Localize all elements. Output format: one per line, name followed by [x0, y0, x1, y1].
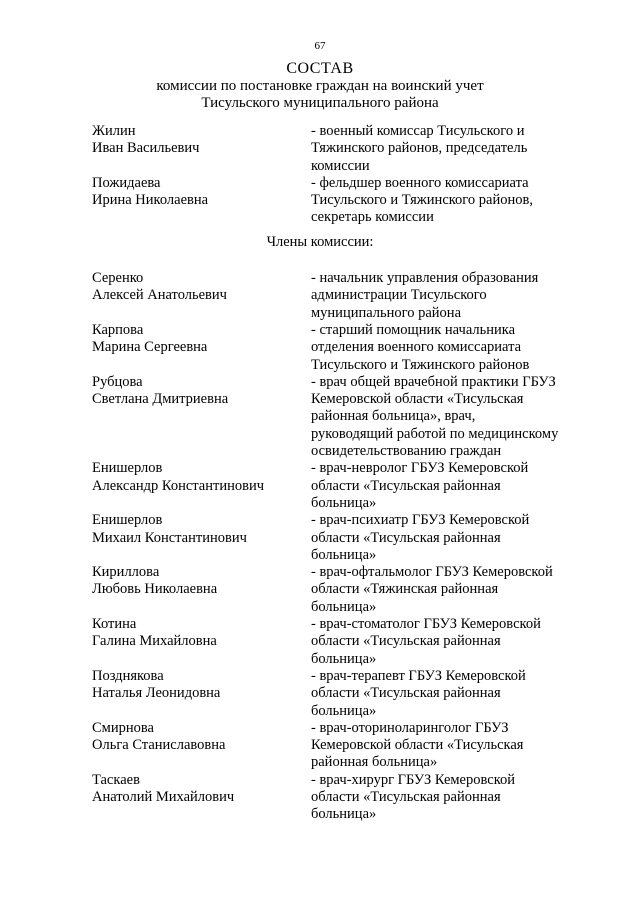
person-surname: Смирнова [92, 719, 154, 736]
role-line: области «Тисульская районная [311, 633, 501, 650]
role-line: - врач-офтальмолог ГБУЗ Кемеровской [311, 564, 553, 581]
role-line: области «Тисульская районная [311, 788, 501, 805]
member-entry [92, 460, 612, 512]
role-line: области «Тяжинская районная [311, 581, 499, 598]
person-role [311, 564, 591, 616]
role-line: администрации Тисульского [311, 287, 487, 304]
role-line: - врач-стоматолог ГБУЗ Кемеровской [311, 616, 541, 633]
role-line: секретарь комиссии [311, 209, 434, 226]
role-line: области «Тисульская районная [311, 529, 501, 546]
person-name [92, 374, 311, 460]
person-name [92, 175, 311, 227]
person-name [92, 616, 311, 668]
role-line: районная больница», врач, [311, 408, 476, 425]
person-given-names: Светлана Дмитриевна [92, 391, 229, 408]
document-title-block [0, 60, 640, 112]
members-list [92, 270, 612, 824]
role-line: районная больница» [311, 754, 438, 771]
member-entry [92, 616, 612, 668]
person-role [311, 772, 591, 824]
person-given-names: Марина Сергеевна [92, 339, 208, 356]
person-surname: Серенко [92, 270, 144, 287]
role-line: - врач общей врачебной практики ГБУЗ [311, 373, 556, 390]
person-name [92, 512, 311, 564]
person-surname: Енишерлов [92, 512, 163, 529]
person-role [311, 668, 591, 720]
person-name [92, 270, 311, 322]
person-surname: Жилин [92, 123, 136, 139]
document-title: СОСТАВ [286, 60, 354, 77]
member-entry [92, 564, 612, 616]
role-line: Кемеровской области «Тисульская [311, 737, 524, 754]
member-entry [92, 270, 612, 322]
role-line: - врач-психиатр ГБУЗ Кемеровской [311, 512, 530, 529]
member-entry [92, 512, 612, 564]
role-line: Тисульского и Тяжинского районов [311, 356, 530, 373]
member-entry [92, 772, 612, 824]
person-name [92, 720, 311, 772]
person-surname: Енишерлов [92, 460, 163, 477]
person-given-names: Наталья Леонидовна [92, 685, 221, 702]
person-given-names: Любовь Николаевна [92, 581, 218, 598]
person-name [92, 564, 311, 616]
person-given-names: Иван Васильевич [92, 140, 200, 157]
role-line: больница» [311, 806, 377, 823]
person-name [92, 772, 311, 824]
role-line: Кемеровской области «Тисульская [311, 391, 524, 408]
role-line: освидетельствованию граждан [311, 443, 502, 460]
member-entry [92, 668, 612, 720]
person-given-names: Ирина Николаевна [92, 192, 209, 209]
person-name [92, 322, 311, 374]
commission-list [92, 123, 612, 824]
person-role [311, 374, 591, 460]
person-role [311, 720, 591, 772]
role-line: области «Тисульская районная [311, 477, 501, 494]
role-line: больница» [311, 702, 377, 719]
person-given-names: Анатолий Михайлович [92, 788, 235, 805]
document-subtitle-line-1: комиссии по постановке граждан на воинский учет [156, 78, 484, 94]
person-name [92, 460, 311, 512]
person-given-names: Галина Михайловна [92, 633, 217, 650]
role-line: отделения военного комиссариата [311, 339, 522, 356]
person-surname: Котина [92, 616, 137, 633]
role-line: - фельдшер военного комиссариата [311, 174, 529, 191]
document-subtitle-line-2: Тисульского муниципального района [201, 95, 439, 111]
role-line: области «Тисульская районная [311, 685, 501, 702]
role-line: больница» [311, 598, 377, 615]
role-line: - врач-оториноларинголог ГБУЗ [311, 719, 509, 736]
person-role [311, 512, 591, 564]
page-number: 67 [314, 40, 326, 52]
role-line: больница» [311, 650, 377, 667]
person-role [311, 460, 591, 512]
person-given-names: Ольга Станиславовна [92, 737, 226, 754]
person-role [311, 175, 591, 227]
leadership-entry [92, 123, 612, 175]
role-line: - врач-хирург ГБУЗ Кемеровской [311, 771, 516, 788]
person-surname: Таскаев [92, 771, 140, 788]
person-role [311, 322, 591, 374]
leadership-entry [92, 175, 612, 227]
member-entry [92, 720, 612, 772]
person-role [311, 123, 591, 175]
role-line: - старший помощник начальника [311, 321, 516, 338]
person-given-names: Михаил Константинович [92, 529, 247, 546]
role-line: Тяжинского районов, председатель [311, 140, 528, 157]
person-given-names: Александр Константинович [92, 477, 264, 494]
leadership-list [92, 123, 612, 227]
role-line: комиссии [311, 157, 370, 174]
person-surname: Карпова [92, 321, 144, 338]
person-name [92, 668, 311, 720]
members-heading: Члены комиссии: [266, 233, 374, 250]
role-line: - врач-невролог ГБУЗ Кемеровской [311, 460, 529, 477]
role-line: - врач-терапевт ГБУЗ Кемеровской [311, 667, 526, 684]
person-surname: Позднякова [92, 667, 164, 684]
person-surname: Рубцова [92, 373, 143, 390]
person-surname: Кириллова [92, 564, 160, 581]
member-entry [92, 322, 612, 374]
role-line: руководящий работой по медицинскому [311, 425, 559, 442]
person-role [311, 270, 591, 322]
role-line: - начальник управления образования [311, 270, 539, 287]
person-name [92, 123, 311, 175]
person-role [311, 616, 591, 668]
role-line: Тисульского и Тяжинского районов, [311, 192, 533, 209]
role-line: больница» [311, 494, 377, 511]
role-line: - военный комиссар Тисульского и [311, 123, 525, 139]
role-line: муниципального района [311, 304, 461, 321]
member-entry [92, 374, 612, 460]
person-given-names: Алексей Анатольевич [92, 287, 227, 304]
person-surname: Пожидаева [92, 174, 161, 191]
role-line: больница» [311, 546, 377, 563]
